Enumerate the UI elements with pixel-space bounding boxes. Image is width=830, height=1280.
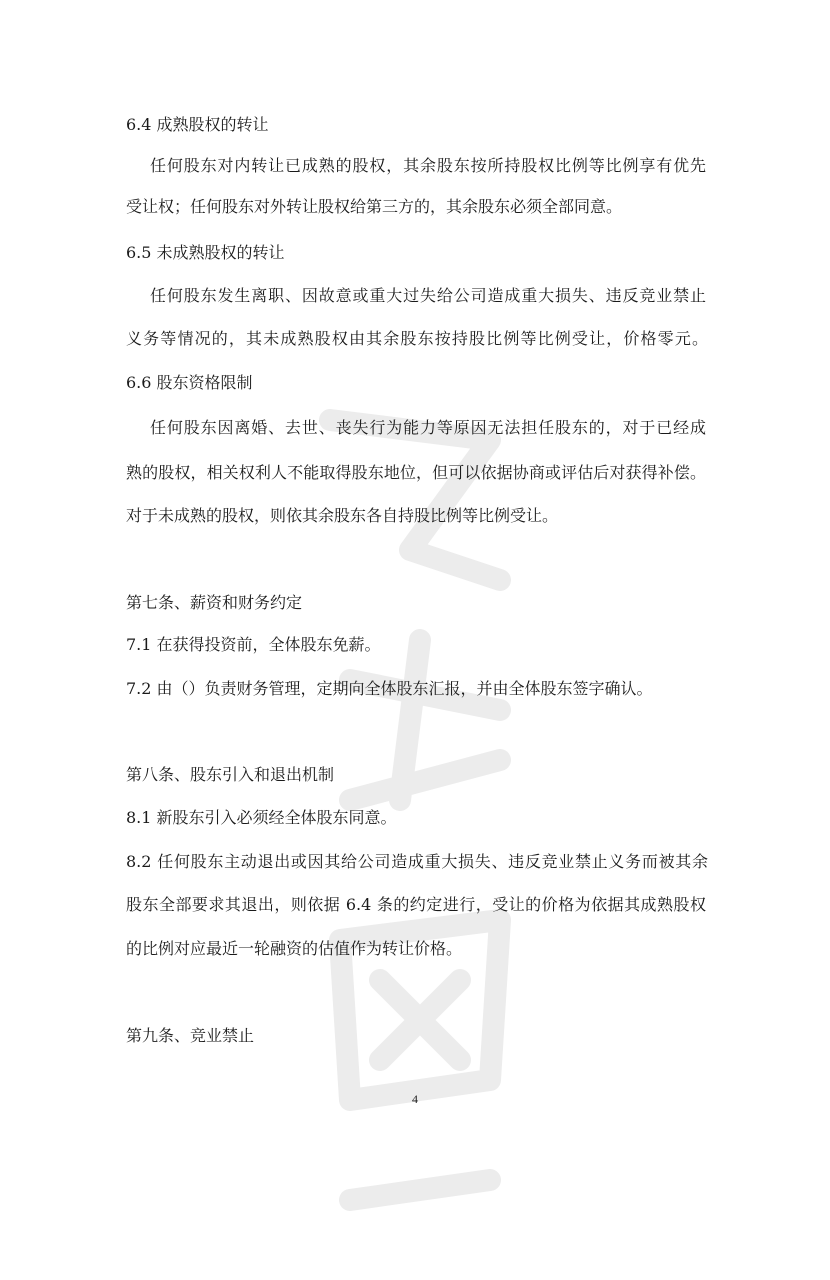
page-number: 4 [412,1092,418,1106]
paragraph-line: 任何股东发生离职、因故意或重大过失给公司造成重大损失、违反竞业禁止 [150,286,706,305]
article-7-heading: 第七条、薪资和财务约定 [126,593,303,612]
article-8-item: 8.1 新股东引入必须经全体股东同意。 [126,808,397,827]
paragraph-line: 受让权；任何股东对外转让股权给第三方的，其余股东必须全部同意。 [126,197,623,216]
article-8-heading: 第八条、股东引入和退出机制 [126,765,335,784]
article-7-item: 7.1 在获得投资前，全体股东免薪。 [126,635,381,654]
section-6-5-heading: 6.5 未成熟股权的转让 [126,243,285,262]
paragraph-line: 熟的股权，相关权利人不能取得股东地位，但可以依据协商或评估后对获得补偿。 [126,463,706,482]
paragraph-line: 义务等情况的，其未成熟股权由其余股东按持股比例等比例受让，价格零元。 [126,329,708,348]
paragraph-line: 任何股东对内转让已成熟的股权，其余股东按所持股权比例等比例享有优先 [150,156,706,175]
article-7-item: 7.2 由（）负责财务管理，定期向全体股东汇报，并由全体股东签字确认。 [126,679,653,698]
section-6-6-heading: 6.6 股东资格限制 [126,373,253,392]
paragraph-line: 8.2 任何股东主动退出或因其给公司造成重大损失、违反竞业禁止义务而被其余 [126,852,708,871]
paragraph-line: 股东全部要求其退出，则依据 6.4 条的约定进行，受让的价格为依据其成熟股权 [126,895,706,914]
paragraph-line: 的比例对应最近一轮融资的估值作为转让价格。 [126,939,463,958]
article-9-heading: 第九条、竞业禁止 [126,1026,255,1045]
paragraph-line: 对于未成熟的股权，则依其余股东各自持股比例等比例受让。 [126,506,559,525]
paragraph-line: 任何股东因离婚、去世、丧失行为能力等原因无法担任股东的，对于已经成 [150,418,706,437]
section-6-4-heading: 6.4 成熟股权的转让 [126,115,269,134]
